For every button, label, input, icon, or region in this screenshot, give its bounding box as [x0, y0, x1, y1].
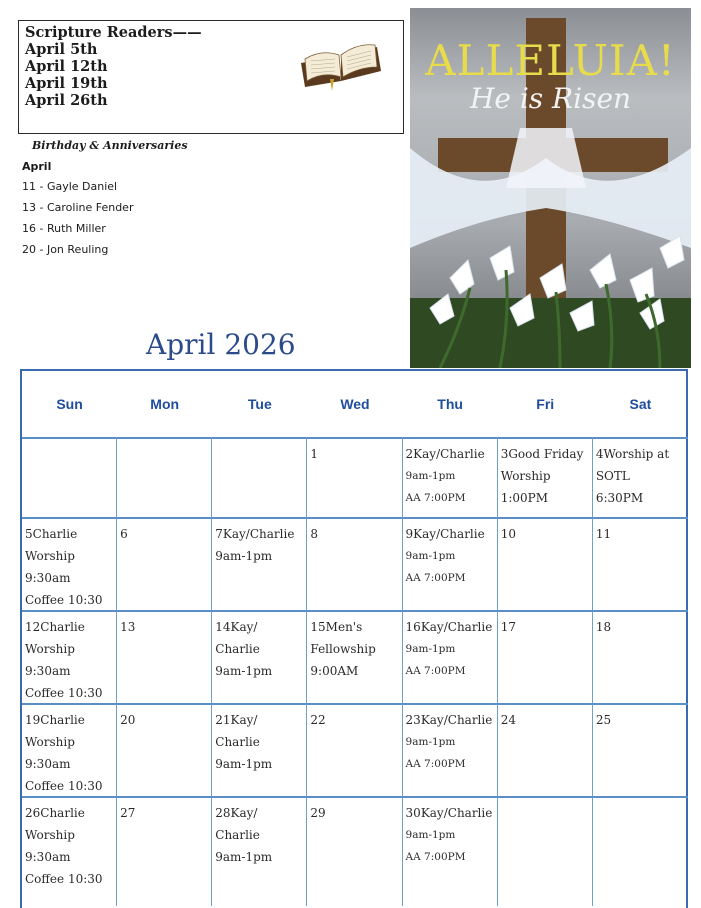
event-line: 9:00AM — [310, 664, 359, 678]
day-header: Fri — [536, 396, 555, 412]
scripture-date: April 12th — [25, 58, 108, 75]
calendar-day-cell — [117, 796, 212, 906]
event-line: 9:30am — [25, 850, 71, 864]
day-number-entry: 29 — [310, 806, 326, 820]
calendar-title: April 2026 — [146, 328, 296, 361]
day-number-entry: 27 — [120, 806, 136, 820]
calendar-day-cell — [593, 610, 688, 703]
calendar-day-cell — [307, 610, 402, 703]
calendar-day-cell — [498, 517, 593, 610]
event-line: 9am-1pm — [405, 470, 456, 482]
calendar-day-cell — [117, 437, 212, 517]
day-number-entry: 16Kay/Charlie — [405, 620, 493, 634]
day-number-entry: 14Kay/ — [215, 620, 258, 634]
event-line: 9:30am — [25, 757, 71, 771]
event-line: 9am-1pm — [215, 757, 273, 771]
calendar-day-cell — [498, 703, 593, 796]
day-header: Thu — [437, 396, 463, 412]
day-number-entry: 10 — [500, 527, 516, 541]
day-header: Sun — [56, 396, 83, 412]
day-number-entry: 22 — [310, 713, 326, 727]
calendar-day-cell — [22, 437, 117, 517]
event-line: AA 7:00PM — [405, 665, 466, 677]
day-number-entry: 7Kay/Charlie — [215, 527, 295, 541]
calendar-day-cell — [403, 703, 498, 796]
calendar-day-cell — [22, 610, 117, 703]
day-number-entry: 20 — [120, 713, 136, 727]
event-line: 9am-1pm — [215, 549, 273, 563]
calendar-day-cell — [22, 703, 117, 796]
day-number-entry: 23Kay/Charlie — [405, 713, 493, 727]
calendar-day-cell — [403, 610, 498, 703]
day-number-entry: 15Men's — [310, 620, 363, 634]
calendar-day-cell — [307, 703, 402, 796]
scripture-date: April 26th — [25, 92, 108, 109]
day-number-entry: 8 — [310, 527, 319, 541]
event-line: AA 7:00PM — [405, 492, 466, 504]
day-number-entry: 25 — [595, 713, 612, 727]
open-bible-icon — [297, 35, 385, 93]
day-number-entry: 13 — [120, 620, 136, 634]
day-number-entry: 1 — [310, 447, 319, 461]
day-number-entry: 21Kay/ — [215, 713, 258, 727]
calendar-day-cell — [212, 796, 307, 906]
event-line: 1:00PM — [500, 491, 548, 505]
calendar-day-cell — [117, 610, 212, 703]
event-line: Coffee 10:30 — [25, 779, 103, 793]
calendar-day-cell — [117, 517, 212, 610]
day-number-entry: 24 — [500, 713, 516, 727]
day-number-entry: 17 — [500, 620, 516, 634]
event-line: 6:30PM — [595, 491, 644, 505]
event-line: 9am-1pm — [215, 850, 273, 864]
calendar-day-cell — [498, 610, 593, 703]
scripture-readers-box — [18, 20, 404, 134]
day-number-entry: 19Charlie — [25, 713, 85, 727]
event-line: 9am-1pm — [405, 829, 456, 841]
day-number-entry: 11 — [595, 527, 612, 541]
day-number-entry: 2Kay/Charlie — [405, 447, 485, 461]
event-line: Coffee 10:30 — [25, 686, 103, 700]
poster-subtitle: He is Risen — [469, 82, 632, 115]
birthday-item: 16 - Ruth Miller — [22, 222, 106, 235]
day-number-entry: 9Kay/Charlie — [405, 527, 485, 541]
day-header: Sat — [629, 396, 652, 412]
event-line: AA 7:00PM — [405, 572, 466, 584]
event-line: Coffee 10:30 — [25, 593, 103, 607]
scripture-readers-title: Scripture Readers—— — [25, 24, 202, 41]
event-line: Coffee 10:30 — [25, 872, 103, 886]
event-line: Worship — [25, 828, 75, 842]
calendar-day-cell — [212, 610, 307, 703]
calendar-grid — [20, 369, 688, 908]
event-line: Worship — [25, 642, 75, 656]
calendar-day-cell — [307, 437, 402, 517]
calendar-day-cell — [593, 796, 688, 906]
calendar-day-cell — [403, 517, 498, 610]
event-line: 9:30am — [25, 664, 71, 678]
day-number-entry: 12Charlie — [25, 620, 85, 634]
event-line: 9:30am — [25, 571, 71, 585]
birthday-item: 13 - Caroline Fender — [22, 201, 134, 214]
event-line: 9am-1pm — [405, 643, 456, 655]
event-line: Fellowship — [310, 642, 376, 656]
calendar-day-cell — [403, 437, 498, 517]
poster-title: ALLELUIA! — [425, 36, 676, 85]
day-number-entry: 3Good Friday — [500, 447, 584, 461]
event-line: Worship — [25, 735, 75, 749]
event-line: 9am-1pm — [405, 736, 456, 748]
day-number-entry: 30Kay/Charlie — [405, 806, 493, 820]
birthday-heading: Birthday & Anniversaries — [32, 139, 188, 152]
calendar-day-cell — [593, 437, 688, 517]
day-number-entry: 6 — [120, 527, 128, 541]
event-line: Charlie — [215, 642, 260, 656]
day-number-entry: 28Kay/ — [215, 806, 258, 820]
event-line: AA 7:00PM — [405, 758, 466, 770]
day-number-entry: 5Charlie — [25, 527, 78, 541]
day-header: Wed — [340, 396, 370, 412]
event-line: 9am-1pm — [215, 664, 273, 678]
scripture-date: April 19th — [25, 75, 108, 92]
calendar-day-cell — [212, 437, 307, 517]
calendar-day-cell — [307, 517, 402, 610]
event-line: SOTL — [595, 469, 630, 483]
event-line: 9am-1pm — [405, 550, 456, 562]
calendar-day-cell — [403, 796, 498, 906]
calendar-day-cell — [307, 796, 402, 906]
event-line: Charlie — [215, 735, 260, 749]
birthday-month: April — [22, 160, 52, 173]
day-number-entry: 4Worship at — [595, 447, 670, 461]
day-number-entry: 18 — [595, 620, 612, 634]
easter-poster — [410, 8, 691, 368]
calendar-day-cell — [593, 703, 688, 796]
scripture-date: April 5th — [25, 41, 98, 58]
calendar-day-cell — [498, 437, 593, 517]
birthday-item: 11 - Gayle Daniel — [22, 180, 118, 193]
calendar-day-cell — [593, 517, 688, 610]
calendar-day-cell — [22, 517, 117, 610]
calendar-day-cell — [22, 796, 117, 906]
event-line: Worship — [500, 469, 551, 483]
calendar-day-cell — [212, 703, 307, 796]
day-header: Mon — [150, 396, 180, 412]
event-line: Worship — [25, 549, 75, 563]
calendar-day-cell — [212, 517, 307, 610]
birthday-item: 20 - Jon Reuling — [22, 243, 109, 256]
day-header: Tue — [247, 396, 272, 412]
day-number-entry: 26Charlie — [25, 806, 85, 820]
calendar-day-cell — [498, 796, 593, 906]
event-line: AA 7:00PM — [405, 851, 466, 863]
event-line: Charlie — [215, 828, 260, 842]
calendar-day-cell — [117, 703, 212, 796]
